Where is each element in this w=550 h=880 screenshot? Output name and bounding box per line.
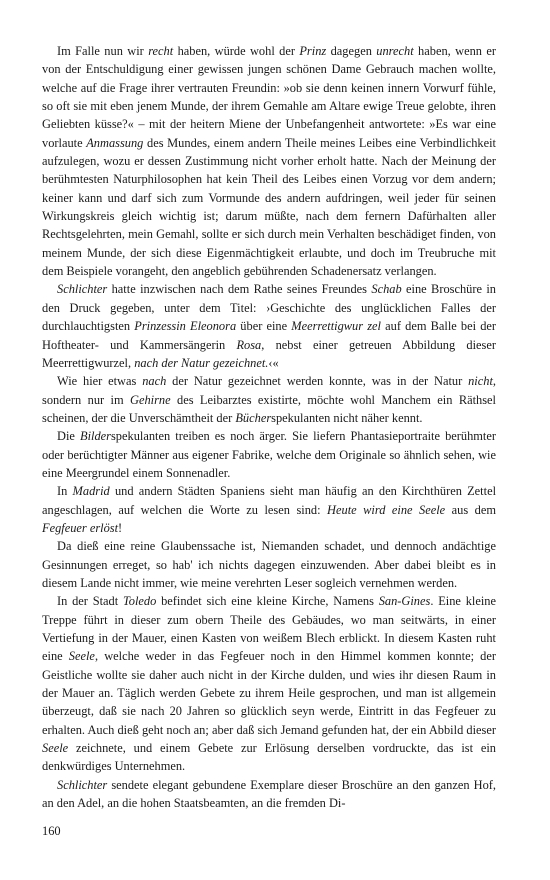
text-run: haben, würde wohl der: [173, 44, 300, 58]
italic-text: Anmassung: [86, 135, 144, 150]
paragraph: [42, 42, 496, 280]
italic-text: Meerrettigwur zel: [291, 319, 381, 334]
text-run: dagegen: [326, 44, 377, 58]
text-run: Da dieß eine reine Glaubenssache ist, Niemanden schadet, und dennoch andächtige Gesinnungen erreget, so hab' ich nichts dagegen einzuwenden. Aber dabei bleibt es in diesem Lande nicht immer, wie meine verehrten Leser sogleich vernehmen werden.: [42, 539, 496, 590]
italic-text: Seele: [68, 649, 95, 664]
text-run: ‹«: [268, 355, 279, 370]
paragraph: [42, 537, 496, 592]
italic-text: Toledo: [123, 594, 157, 609]
text-run: befindet sich eine kleine Kirche, Namens: [156, 594, 379, 609]
text-run: hatte inzwischen nach dem Rathe seines Freundes: [107, 282, 372, 297]
text-run: auf dem Balle bei der Hoftheater- und Kammersängerin: [42, 319, 496, 352]
italic-text: Prinz: [299, 44, 327, 58]
text-run: In der Stadt: [57, 594, 123, 609]
italic-text: Rosa: [236, 337, 262, 352]
paragraph: [42, 280, 496, 372]
text-run: spekulanten nicht näher kennt.: [271, 410, 423, 425]
italic-text: recht: [148, 44, 174, 58]
italic-text: San-Gines: [378, 594, 431, 609]
text-run: der Natur gezeichnet werden konnte, was in der Natur: [166, 374, 469, 389]
italic-text: Bücher: [235, 410, 272, 425]
italic-text: Heute wird eine Seele: [327, 502, 446, 517]
italic-text: Bilder: [80, 429, 111, 444]
text-run: und andern Städten Spaniens sieht man häufig an den Kirchthüren Zettel angeschlagen, auf welchen die Worte zu lesen sind:: [42, 484, 496, 517]
text-run: . Eine kleine Treppe führt in dieser zum obern Theile des Gebäudes, wo man seitwärts, in einer Vertiefung in der Mauer, einen Kasten von weißem Blech erblickt. In diesem Kasten ruht eine: [42, 594, 496, 664]
text-run: des Mundes, einem andern Theile meines Leibes eine Verbindlichkeit aufzulegen, wozu er dessen Zustimmung nicht vorher erholt hatte. Nach der Meinung der berühmtesten Naturphilosophen hat kein Theil des Leibes einen Vorzug vor dem andern; keiner kann und darf sich zum Vormunde des andern aufdringen, weil jeder für seinen Wirkungskreis gleich wichtig ist; darum müßte, nach dem fernern Dafürhalten aller Rechtsgelehrten, mein Gemahl, sollte er sich durch mein Verhalten beschädiget finden, von meinem Munde, der sich diese Eigenmächtigkeit erlaubte, und doch im Treubruche mit dem Beispiele vorangeht, den angeblich gebührenden Schadenersatz verlangen.: [42, 135, 496, 279]
text-run: , welche weder in das Fegfeuer noch in den Himmel kommen konnte; der Geistliche wollte sie daher auch nicht in der Kirche dulden, und wies ihr diesen Raum in der Mauer an. Täglich werden Gebete zu ihrem Heile gesprochen, und man ist allgemein überzeugt, daß sie nach 20 Jahren so glücklich seyn werde, Eintritt in das Fegfeuer zu erhalten. Auch dieß geht noch an; aber daß sich Jemand gefunden hat, der ein Abbild dieser: [42, 649, 496, 737]
italic-text: Prinzessin Eleonora: [134, 319, 237, 334]
paragraph: [42, 427, 496, 482]
text-run: zeichnete, und einem Gebete zur Erlösung derselben vordruckte, das ist ein denkwürdiges Unternehmen.: [42, 741, 496, 774]
text-run: , sondern nur im: [42, 374, 496, 407]
paragraph: [42, 776, 496, 813]
page-body: [42, 42, 496, 822]
text-run: In: [57, 484, 73, 499]
italic-text: Madrid: [72, 484, 110, 499]
italic-text: nach: [142, 374, 167, 389]
italic-text: nach der Natur gezeichnet.: [134, 355, 269, 370]
italic-text: Fegfeuer erlöst: [42, 520, 119, 535]
text-run: , nebst einer getreuen Abbildung dieser Meerrettigwurzel,: [42, 337, 496, 370]
text-run: Im Falle nun wir: [57, 44, 149, 58]
paragraph: [42, 482, 496, 537]
paragraph: [42, 592, 496, 775]
italic-text: Gehirne: [130, 392, 171, 407]
text-run: aus dem: [445, 502, 496, 517]
text-run: sendete elegant gebundene Exemplare dieser Broschüre an den ganzen Hof, an den Adel, an die hohen Staatsbeamten, an die fremden Di-: [42, 777, 496, 811]
italic-text: Schab: [371, 282, 402, 297]
text-run: des Leibarztes existirte, möchte wohl Manchem ein Räthsel scheinen, der die Unverschämtheit der: [42, 392, 496, 425]
text-run: haben, wenn er von der Entschuldigung einer gewissen jungen schönen Dame Gebrauch machen wollte, welche auf die Frage ihrer vertrauten Freundin: »ob sie denn keinen innern Vorwurf fühle, so oft sie mit eben jenem Munde, der ihrem Gemahle am Altare ewige Treue gelobte, ihren Geliebten küsse?« – mit der heitern Miene der Unbefangenheit antwortete: »Es war eine vorlaute: [42, 44, 496, 150]
text-run: eine Broschüre in den Druck gegeben, unter dem Titel: ›Geschichte des unglücklichen Falles der durchlauchtigsten: [42, 282, 496, 334]
paragraph: [42, 372, 496, 427]
italic-text: nicht: [468, 374, 493, 389]
text-run: Wie hier etwas: [57, 374, 143, 389]
text-run: spekulanten treiben es noch ärger. Sie liefern Phantasieportraite berühmter oder berüchtigter Männer aus eigener Fabrike, welche dem Originale so ähnlich sehen, wie eine Meergrundel einem Sonnenadler.: [42, 429, 496, 480]
italic-text: Schlichter: [57, 777, 108, 792]
page-number: 160: [42, 824, 61, 838]
italic-text: Schlichter: [57, 282, 108, 297]
italic-text: Seele: [42, 741, 69, 756]
text-run: !: [118, 520, 123, 535]
text-run: Die: [57, 429, 80, 444]
text-run: über eine: [236, 319, 292, 334]
italic-text: unrecht: [376, 44, 414, 58]
